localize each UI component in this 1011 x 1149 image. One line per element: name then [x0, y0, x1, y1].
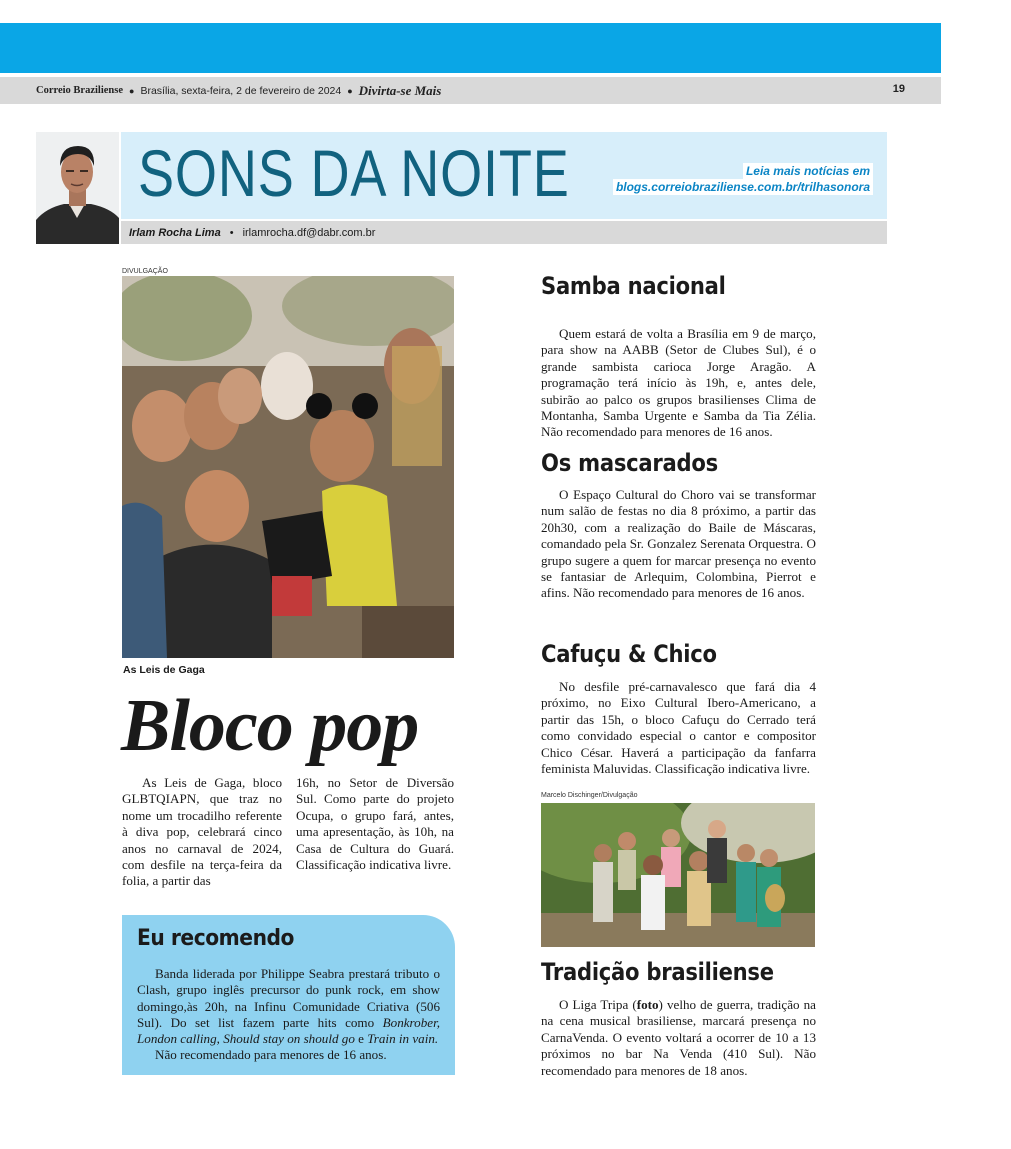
tradicao-text: [541, 997, 816, 1079]
top-color-bar: [0, 23, 941, 73]
section-name: Divirta-se Mais: [358, 82, 442, 98]
blog-promo: [613, 163, 873, 195]
liga-tripa-photo: [541, 803, 815, 947]
page-number: 19: [892, 83, 905, 95]
author-portrait: [36, 132, 119, 244]
samba-title: Samba nacional: [541, 272, 726, 300]
recommend-text: [137, 966, 440, 1064]
promo-text: Leia mais notícias em: [743, 163, 873, 179]
separator-dot: ●: [129, 85, 135, 96]
cafucu-title: Cafuçu & Chico: [541, 640, 717, 668]
bloco-photo: [122, 276, 454, 658]
mascarados-text: O Espaço Cultural do Choro vai se transformar num salão de festas no dia 8 próximo, a partir das 20h30, com a realização do Baile de Máscaras, comandado pela Sr. Gonzalez Serenata Orquestra. O grupo sugere a quem for marcar presença no evento se fantasiar de Arlequim, Colombina, Pierrot e afins. Não recomendado para menores de 16 anos.: [541, 487, 816, 601]
author-email[interactable]: irlamrocha.df@dabr.com.br: [242, 226, 376, 239]
recommend-title: Eu recomendo: [137, 926, 295, 951]
song-titles: Bonkrober, London calling, Should stay on should go: [137, 1014, 440, 1047]
tradicao-text-start: O Liga Tripa (: [559, 997, 637, 1012]
tradicao-title: Tradição brasiliense: [541, 958, 774, 986]
author-name: Irlam Rocha Lima: [129, 226, 221, 239]
separator-dot: ●: [347, 85, 353, 96]
mascarados-title: Os mascarados: [541, 449, 718, 477]
lead-column-1: As Leis de Gaga, bloco GLBTQIAPN, que traz no nome um trocadilho referente à diva pop, celebrará cinco anos no carnaval de 2024, com desfile na terça-feira da folia, a partir das: [122, 775, 282, 889]
tradicao-text-rest: ) velho de guerra, tradição na na cena musical brasiliense, marcará presença no CarnaVenda. O evento voltará a ocorrer de 10 a 13 próximos no bar Na Venda (410 Sul). Não recomendado para menores de 18 anos.: [541, 997, 816, 1078]
column-title: SONS DA NOITE: [138, 136, 570, 210]
recommend-text-part: Banda liderada por Philippe Seabra prestará tributo o Clash, grupo inglês precursor do punk rock, em show domingo,às 20h, na Infinu Comunidade Criativa (506 Sul). Do set list fazem parte hits como: [137, 966, 440, 1030]
lead-column-2: 16h, no Setor de Diversão Sul. Como parte do projeto Ocupa, o grupo fará, antes, uma apresentação, às 10h, na Casa de Cultura do Guará. Classificação indicativa livre.: [296, 775, 454, 873]
dateline-bar: [0, 77, 941, 104]
byline-bar: [121, 221, 887, 244]
band-photo-credit: Marcelo Dischinger/Divulgação: [541, 792, 638, 799]
samba-text: Quem estará de volta a Brasília em 9 de março, para show na AABB (Setor de Clubes Sul), é o grande sambista carioca Jorge Aragão. A programação terá início às 19h, e, antes dele, subirão ao palco os grupos brasilienses Clima de Montanha, Samba Urgente e Samba da Tia Zélia. Não recomendado para menores de 16 anos.: [541, 326, 816, 440]
blog-link[interactable]: blogs.correiobraziliense.com.br/trilhasonora: [613, 179, 873, 195]
separator-dot: •: [229, 226, 234, 239]
dateline-text: Brasília, sexta-feira, 2 de fevereiro de 2024: [140, 84, 342, 97]
tradicao-text-photo: foto: [636, 997, 659, 1012]
recommend-text-and: e: [354, 1031, 368, 1047]
main-headline: Bloco pop: [121, 685, 419, 767]
photo-caption: As Leis de Gaga: [123, 664, 205, 676]
recommend-rating: Não recomendado para menores de 16 anos.: [155, 1047, 387, 1063]
paper-name: Correio Braziliense: [36, 85, 123, 96]
photo-credit: DIVULGAÇÃO: [122, 268, 168, 275]
song-title: Train in vain.: [367, 1031, 439, 1047]
cafucu-text: No desfile pré-carnavalesco que fará dia 4 próximo, no Eixo Cultural Ibero-Americano, a partir das 15h, o bloco Cafuçu do Cerrado terá como convidado especial o cantor e compositor Chico César. Haverá a participação da fanfarra feminista Maluvidas. Classificação indicativa livre.: [541, 679, 816, 777]
